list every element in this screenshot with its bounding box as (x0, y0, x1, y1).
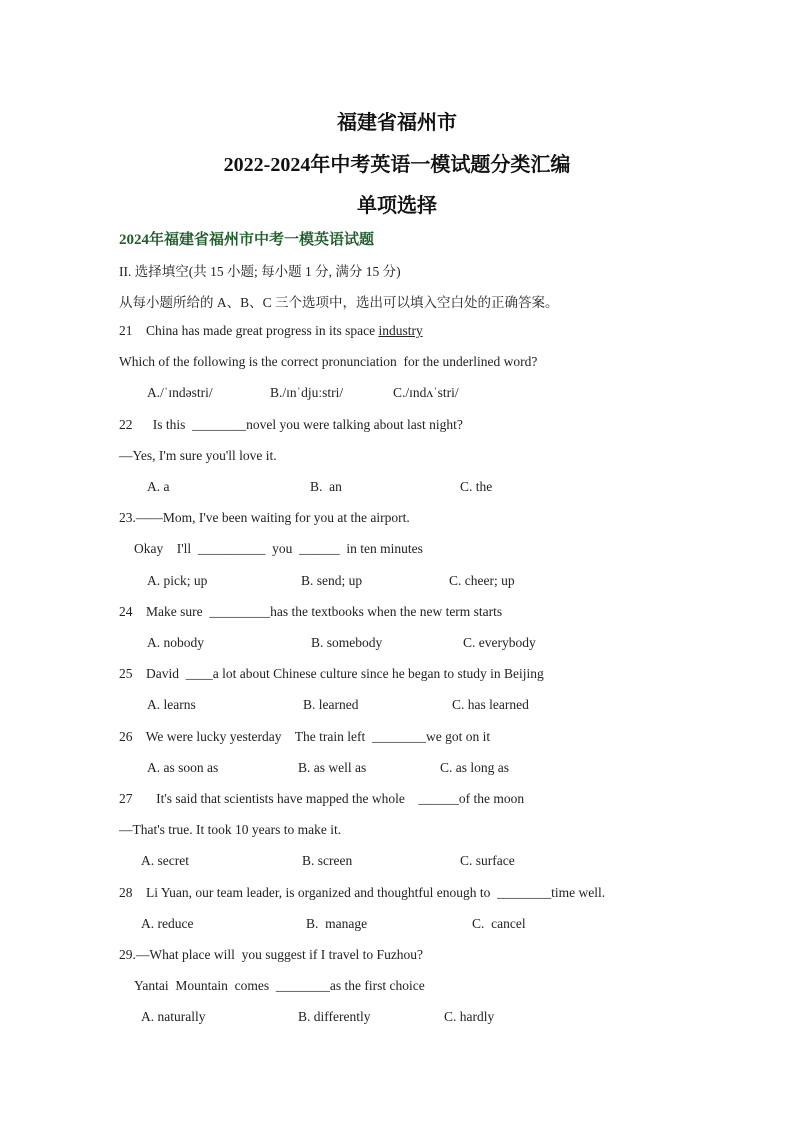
underlined-word: industry (378, 323, 423, 338)
question-27-option-a: A. secret (141, 853, 189, 868)
question-27-stem: 27 It's said that scientists have mapped the whole ______of the moon (119, 791, 525, 806)
part-label: II. 选择填空(共 15 小题; 每小题 1 分, 满分 15 分) (119, 264, 401, 279)
question-24-option-c: C. everybody (463, 635, 536, 650)
question-25-option-c: C. has learned (452, 697, 529, 712)
question-27-option-c: C. surface (460, 853, 515, 868)
document-title: 2022-2024年中考英语一模试题分类汇编 (223, 154, 571, 176)
question-23-option-b: B. send; up (301, 573, 363, 588)
question-25-stem: 25 David ____a lot about Chinese culture since he began to study in Beijing (119, 666, 544, 681)
question-28-option-a: A. reduce (141, 916, 194, 931)
question-25-option-b: B. learned (303, 697, 359, 712)
question-21-option-c: C./ɪndʌˈstri/ (393, 385, 459, 400)
question-26-option-b: B. as well as (298, 760, 367, 775)
question-28-option-b: B. manage (306, 916, 368, 931)
document-title-region: 福建省福州市 (337, 112, 457, 134)
question-29-option-a: A. naturally (141, 1009, 206, 1024)
question-28-stem: 28 Li Yuan, our team leader, is organized and thoughtful enough to ________time well. (119, 885, 606, 900)
question-27-option-b: B. screen (302, 853, 353, 868)
question-28-option-c: C. cancel (472, 916, 526, 931)
question-21-option-b: B./ɪnˈdjuːstri/ (270, 385, 344, 400)
question-22-stem: 22 Is this ________novel you were talking about last night? (119, 417, 463, 432)
question-29-option-c: C. hardly (444, 1009, 495, 1024)
question-22-option-b: B. an (310, 479, 342, 494)
question-21-prompt: Which of the following is the correct pronunciation for the underlined word? (119, 354, 538, 369)
question-26-option-c: C. as long as (440, 760, 509, 775)
question-25-option-a: A. learns (147, 697, 196, 712)
instruction-text: 从每小题所给的 A、B、C 三个选项中，选出可以填入空白处的正确答案。 (119, 295, 559, 310)
question-23-stem: 23.——Mom, I've been waiting for you at the airport. (119, 510, 410, 525)
question-21-stem (119, 323, 423, 339)
question-21-option-a: A./ˈɪndəstri/ (147, 385, 213, 400)
question-22-option-c: C. the (460, 479, 493, 494)
section-heading: 2024年福建省福州市中考一模英语试题 (119, 232, 375, 248)
question-22-option-a: A. a (147, 479, 170, 494)
document-subtitle: 单项选择 (357, 195, 437, 217)
question-23-option-a: A. pick; up (147, 573, 208, 588)
question-23-option-c: C. cheer; up (449, 573, 515, 588)
question-24-option-a: A. nobody (147, 635, 204, 650)
question-26-stem: 26 We were lucky yesterday The train left ________we got on it (119, 729, 491, 744)
question-26-option-a: A. as soon as (147, 760, 219, 775)
question-27-reply: —That's true. It took 10 years to make it. (119, 822, 342, 837)
question-29-option-b: B. differently (298, 1009, 371, 1024)
question-24-option-b: B. somebody (311, 635, 383, 650)
question-29-stem: 29.—What place will you suggest if I travel to Fuzhou? (119, 947, 424, 962)
question-24-stem: 24 Make sure _________has the textbooks when the new term starts (119, 604, 503, 619)
question-23-reply: Okay I'll __________ you ______ in ten minutes (134, 541, 423, 556)
question-29-reply: Yantai Mountain comes ________as the first choice (134, 978, 425, 993)
question-22-reply: —Yes, I'm sure you'll love it. (119, 448, 277, 463)
question-21-text: 21 China has made great progress in its space (119, 323, 379, 338)
